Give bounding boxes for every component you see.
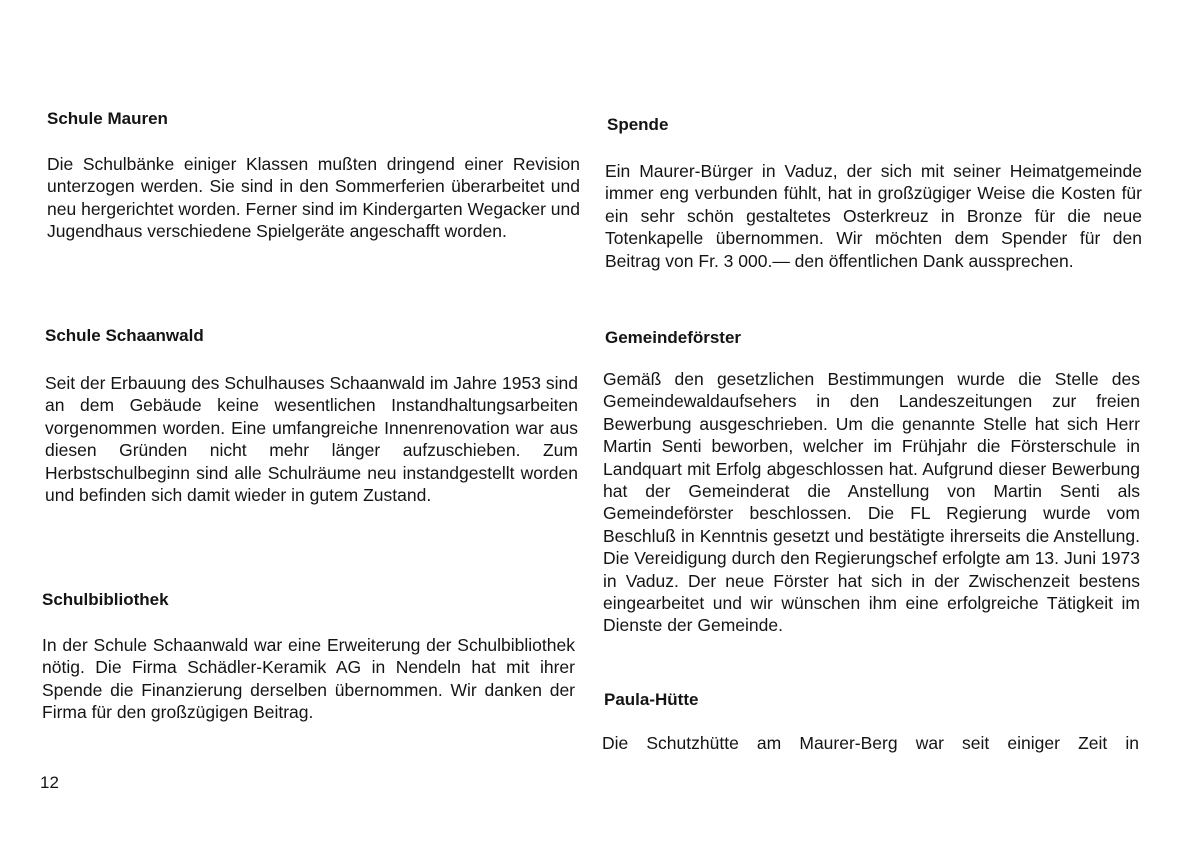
heading-paula-huette: Paula-Hütte <box>604 690 699 709</box>
heading-schule-schaanwald: Schule Schaanwald <box>45 326 204 345</box>
page-number: 12 <box>40 773 59 792</box>
heading-spende: Spende <box>607 115 669 134</box>
paragraph-schulbibliothek: In der Schule Schaanwald war eine Erweiterung der Schulbibliothek nötig. Die Firma Schädler-Keramik AG in Nendeln hat mit ihrer Spende die Finanzierung derselben übernommen. Wir danken der Firma für den großzügigen Beitrag. <box>42 635 575 723</box>
paragraph-spende: Ein Maurer-Bürger in Vaduz, der sich mit seiner Heimatgemeinde immer eng verbunden fühlt, hat in großzügiger Weise die Kosten für ein sehr schön gestaltetes Osterkreuz in Bronze für die neue Totenkapelle übernommen. Wir möchten dem Spender für den Beitrag von Fr. 3 000.— den öffentlichen Dank aussprechen. <box>605 161 1142 271</box>
paragraph-schule-schaanwald: Seit der Erbauung des Schulhauses Schaanwald im Jahre 1953 sind an dem Gebäude keine wesentlichen Instandhaltungsarbeiten vorgenommen worden. Eine umfangreiche Innenrenovation war aus diesen Gründen nicht mehr länger aufzuschieben. Zum Herbstschulbeginn sind alle Schulräume neu instandgestellt worden und befinden sich damit wieder in gutem Zustand. <box>45 373 578 506</box>
heading-gemeindefoerster: Gemeindeförster <box>605 328 742 347</box>
paragraph-schule-mauren: Die Schulbänke einiger Klassen mußten dringend einer Revision unterzogen werden. Sie sind in den Sommerferien überarbeitet und neu hergerichtet worden. Ferner sind im Kindergarten Wegacker und Jugendhaus verschiedene Spielgeräte angeschafft worden. <box>47 154 580 242</box>
heading-schule-mauren: Schule Mauren <box>47 109 168 128</box>
paragraph-paula-huette: Die Schutzhütte am Maurer-Berg war seit einiger Zeit in <box>602 733 1139 753</box>
heading-schulbibliothek: Schulbibliothek <box>42 590 169 609</box>
paragraph-gemeindefoerster: Gemäß den gesetzlichen Bestimmungen wurde die Stelle des Gemeindewaldaufsehers in den Landeszeitungen zur freien Bewerbung ausgeschrieben. Um die genannte Stelle hat sich Herr Martin Senti beworben, welcher im Frühjahr die Försterschule in Landquart mit Erfolg abgeschlossen hat. Aufgrund dieser Bewerbung hat der Gemeinderat die Anstellung von Martin Senti als Gemeindeförster beschlossen. Die FL Regierung wurde vom Beschluß in Kenntnis gesetzt und bestätigte ihrerseits die Anstellung. Die Vereidigung durch den Regierungschef erfolgte am 13. Juni 1973 in Vaduz. Der neue Förster hat sich in der Zwischenzeit bestens eingearbeitet und wir wünschen ihm eine erfolgreiche Tätigkeit im Dienste der Gemeinde. <box>603 369 1140 636</box>
